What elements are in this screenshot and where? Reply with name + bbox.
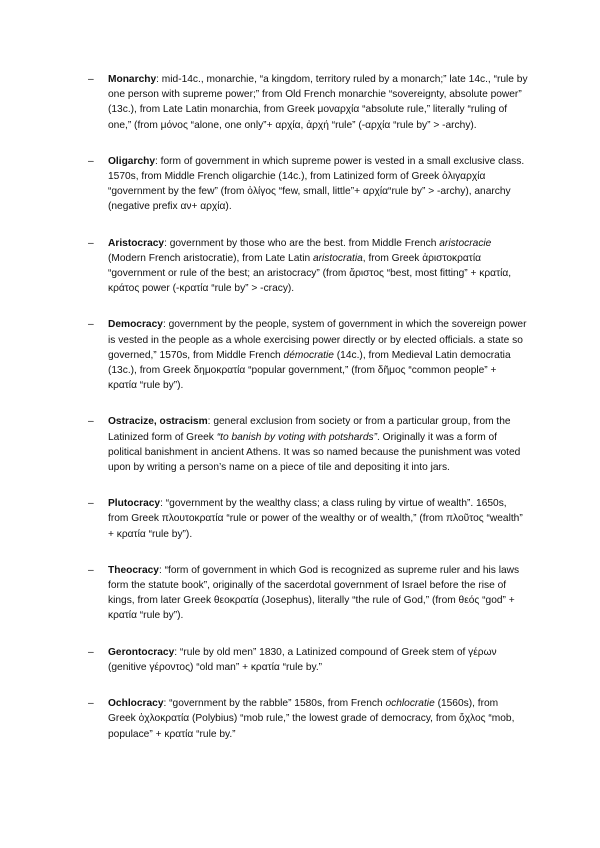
entry-definition-text: : “government by the rabble” 1580s, from French xyxy=(163,698,386,710)
entry-term: Plutocracy xyxy=(108,498,161,510)
glossary-entry xyxy=(88,236,528,297)
glossary-entry xyxy=(88,414,528,475)
entry-definition-text: : government by those who are the best. from Middle French xyxy=(164,237,440,249)
entry-definition-text: : “government by the wealthy class; a class ruling by virtue of wealth”. 1650s, from Greek πλουτοκρατία “rule or power of the wealthy or of wealth,” (from πλοῦτος “wealth” + κρατία “rule by”). xyxy=(108,498,523,540)
entry-definition-text: , from Greek ἀριστοκρατία “government or rule of the best; an aristocracy” (from ἄριστος “best, most fitting” + κρατία, κράτος power (-κρατία “rule by” > -cracy). xyxy=(108,252,512,295)
entry-definition-text: : “form of government in which God is recognized as supreme ruler and his laws form the statute book”, originally of the sacerdotal government of Israel before the rise of kings, from later Greek θεοκρατία (Josephus), literally “the rule of God,” (from θεός “god” + κρατία “rule by”). xyxy=(108,564,520,622)
entry-definition-text: (Modern French aristocratie), from Late Latin xyxy=(108,252,313,264)
glossary-entry xyxy=(88,72,528,133)
bullet-dash: – xyxy=(88,564,94,576)
entry-definition-text: (1560s), from Greek ὀχλοκρατία (Polybius) “mob rule,” the lowest grade of democracy, from ὄχλος “mob, populace” + κρατία “rule by.” xyxy=(108,698,515,740)
entry-term: Ostracize, ostracism xyxy=(108,416,208,428)
entry-definition-text: : mid-14c., monarchie, “a kingdom, territory ruled by a monarch;” late 14c., “rule by one person with supreme power;” from Old French monarchie “sovereignty, absolute power” (13c.), from Late Latin monarchia, from Greek μοναρχία “absolute rule,” literally “ruling of one,” (from μόνος “alone, one only”+ αρχία, ἀρχή “rule” (-αρχία “rule by” > -archy). xyxy=(108,74,528,131)
entry-term: Gerontocracy xyxy=(108,646,175,658)
entry-definition-text: : “rule by old men” 1830, a Latinized compound of Greek stem of γέρων (genitive γέροντος) “old man” + κρατία “rule by.” xyxy=(108,646,497,673)
bullet-dash: – xyxy=(88,319,94,331)
entry-definition-text: : government by the people, system of government in which the sovereign power is vested in the people as a whole exercising power directly or by elected officials. a state so governed,” 1570s, from Middle French xyxy=(108,319,527,361)
entry-definition-text: . Originally it was a form of political banishment in ancient Athens. It was so named because the punishment was voted upon by writing a person’s name on a piece of tile and depositing it into jars. xyxy=(108,431,521,474)
entry-term: Democracy xyxy=(108,319,163,331)
bullet-dash: – xyxy=(88,237,94,249)
glossary-entry xyxy=(88,645,528,675)
glossary-entry xyxy=(88,496,528,542)
entry-italic-term: aristocracie xyxy=(439,237,492,249)
glossary-entry xyxy=(88,696,528,742)
glossary-entry xyxy=(88,317,528,393)
entry-definition-text: : general exclusion from society or from a particular group, from the Latinized form of Greek xyxy=(108,416,511,443)
entry-term: Oligarchy xyxy=(108,155,155,167)
bullet-dash: – xyxy=(88,646,94,658)
entry-term: Ochlocracy xyxy=(108,698,164,710)
bullet-dash: – xyxy=(88,698,94,710)
bullet-dash: – xyxy=(88,74,94,85)
entry-term: Aristocracy xyxy=(108,237,165,249)
entry-definition-text: (14c.), from Medieval Latin democratia (13c.), from Greek δημοκρατία “popular government,” (from δῆμος “common people” + κρατία “rule by”). xyxy=(108,349,511,392)
entry-term: Theocracy xyxy=(108,564,159,576)
entry-definition-text: : form of government in which supreme power is vested in a small exclusive class. 1570s, from Middle French oligarchie (14c.), from Latinized form of Greek ὀλιγαρχία “government by the few” (from ὀλίγος “few, small, little”+ αρχία“rule by” > -archy), anarchy (negative prefix αν+ αρχία). xyxy=(108,155,525,213)
bullet-dash: – xyxy=(88,416,94,428)
entry-italic-term: ochlocratie xyxy=(385,698,435,710)
entry-italic-term: aristocratia xyxy=(312,252,363,264)
bullet-dash: – xyxy=(88,155,94,167)
glossary-entry xyxy=(88,154,528,215)
entry-italic-term: “to banish by voting with potshards” xyxy=(216,431,377,443)
entry-italic-term: démocratie xyxy=(283,349,334,361)
entry-term: Monarchy xyxy=(108,74,157,85)
glossary-list xyxy=(88,72,528,763)
bullet-dash: – xyxy=(88,498,94,510)
glossary-entry xyxy=(88,563,528,624)
